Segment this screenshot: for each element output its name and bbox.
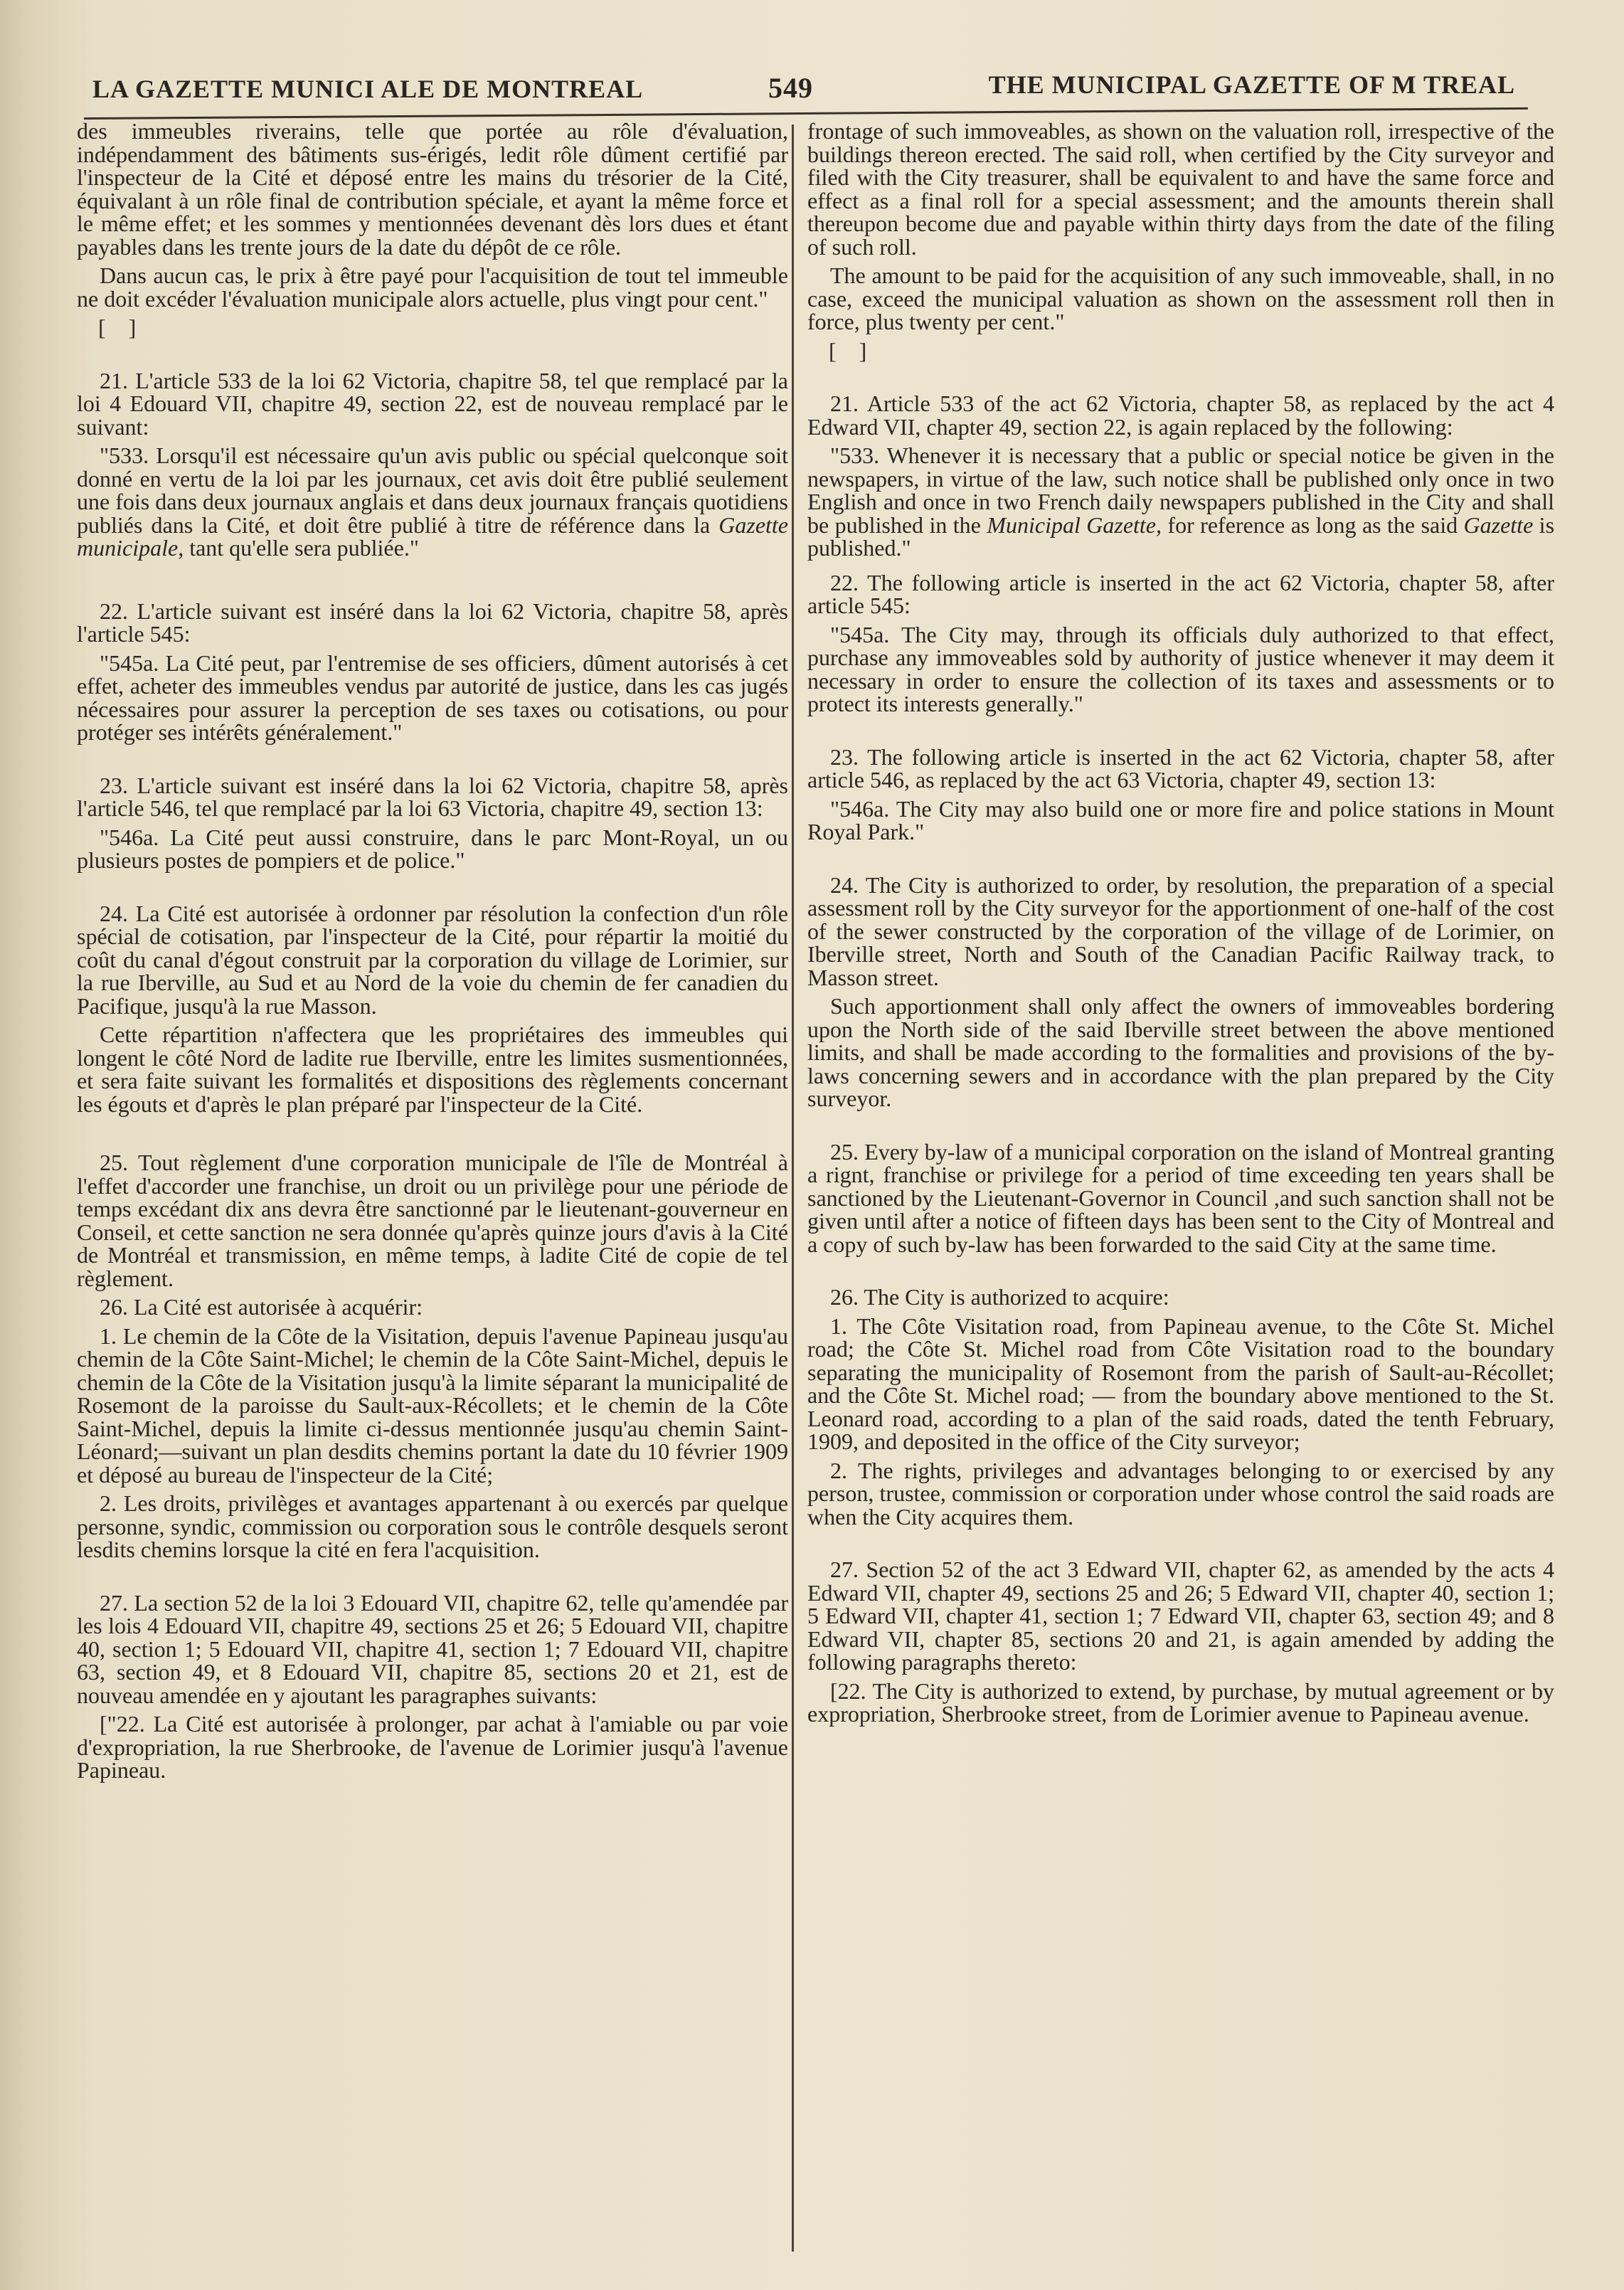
header-french-title: LA GAZETTE MUNICI ALE DE MONTREAL (92, 75, 644, 103)
en-article-24-para-2: Such apportionment shall only affect the owners of immoveables bordering upon the North side of the said Iberville street between the above mentioned limits, and shall be made according to the formalities and provisions of the by-laws concerning sewers and in accordance with the plan prepared by the City surveyor. (807, 993, 1554, 1111)
en-a21-text-2: for reference as long as the said (1162, 511, 1464, 538)
en-article-21: 21. Article 533 of the act 62 Victoria, chapter 58, as replaced by the act 4 Edward VII, chapter 49, section 22, is again replaced by the following: (807, 391, 1554, 440)
en-a21-municipal-gazette: Municipal Gazette, (987, 511, 1162, 538)
fr-article-27-quote: ["22. La Cité est autorisée à prolonger, par achat à l'amiable ou par voie d'expropriation, la rue Sherbrooke, de l'avenue de Lorimier jusqu'à l'avenue Papineau. (77, 1711, 788, 1783)
page-number: 549 (768, 72, 813, 104)
en-article-22: 22. The following article is inserted in the act 62 Victoria, chapter 58, after article 545: (807, 569, 1554, 618)
fr-article-22: 22. L'article suivant est inséré dans la loi 62 Victoria, chapitre 58, après l'article 545: (77, 598, 788, 647)
en-article-23: 23. The following article is inserted in the act 62 Victoria, chapter 58, after article 546, as replaced by the act 63 Victoria, chapter 49, section 13: (807, 743, 1554, 793)
header-english-title: THE MUNICIPAL GAZETTE OF M TREAL (988, 70, 1515, 99)
en-a21-text-1: "533. Whenever it is necessary that a public or special notice be given in the newspapers, in virtue of the law, such notice shall be published only once in two English and once in two French daily newspapers published in the City and shall be published in the (807, 442, 1554, 538)
fr-article-21: 21. L'article 533 de la loi 62 Victoria, chapitre 58, tel que remplacé par la loi 4 Edouard VII, chapitre 49, section 22, est de nouveau remplacé par le suivant: (77, 367, 788, 440)
en-article-22-quote: "545a. The City may, through its officials duly authorized to that effect, purchase any immoveables sold by authority of justice whenever it may deem it necessary in order to ensure the collection of its taxes and assessments or to protect its interests generally." (807, 621, 1554, 716)
fr-a21-gazette: Gazette municipale, (77, 511, 788, 561)
column-divider (792, 124, 794, 2252)
fr-article-23-quote: "546a. La Cité peut aussi construire, dans le parc Mont-Royal, un ou plusieurs postes de pompiers et de police." (77, 824, 788, 873)
english-column (807, 120, 1554, 1732)
en-article-24: 24. The City is authorized to order, by resolution, the preparation of a special assessment roll by the City surveyor for the apportionment of one-half of the cost of the sewer constructed by the corporation of the village of de Lorimier, on Iberville street, North and South of the Canadian Pacific Railway track, to Masson street. (807, 871, 1554, 990)
fr-article-27: 27. La section 52 de la loi 3 Edouard VII, chapitre 62, telle qu'amendée par les lois 4 Edouard VII, chapitre 49, sections 25 et 26; 5 Edouard VII, chapitre 40, section 1; 5 Edouard VII, chapitre 41, section 1; 7 Edouard VII, chapitre 63, section 49, et 8 Edouard VII, chapitre 85, sections 20 et 21, est de nouveau amendée en y ajoutant les paragraphes suivants: (77, 1589, 788, 1708)
fr-article-26-item-1: 1. Le chemin de la Côte de la Visitation, depuis l'avenue Papineau jusqu'au chemin de la Côte Saint-Michel; le chemin de la Côte Saint-Michel, depuis le chemin de la Côte de la Visitation jusqu'à la limite séparant la municipalité de Rosemont de la paroisse du Sault-aux-Récollets; et le chemin de la Côte Saint-Michel, depuis la limite ci-dessus mentionnée jusqu'au chemin Saint-Léonard;—suivant un plan desdits chemins portant la date du 10 février 1909 et déposé au bureau de l'inspecteur de la Cité; (77, 1322, 788, 1488)
fr-article-25: 25. Tout règlement d'une corporation municipale de l'île de Montréal à l'effet d'accorder une franchise, un droit ou un privilège pour une période de temps excédant dix ans devra être sanctionné par le lieutenant-gouverneur en Conseil, et cette sanction ne sera donnée qu'après quinze jours d'avis à la Cité de Montréal et transmission, en même temps, à ladite Cité de copie de tel règlement. (77, 1150, 788, 1291)
fr-article-24: 24. La Cité est autorisée à ordonner par résolution la confection d'un rôle spécial de cotisation, par l'inspecteur de la Cité, pour répartir la moitié du coût du canal d'égout construit par la corporation du village de Lorimier, sur la rue Iberville, au Sud et au Nord de la voie du chemin de fer canadien du Pacifique, jusqu'à la rue Masson. (77, 900, 788, 1019)
fr-article-22-quote: "545a. La Cité peut, par l'entremise de ses officiers, dûment autorisés à cet effet, acheter des immeubles vendus par autorité de justice, dans les cas jugés nécessaires pour assurer la perception de ses taxes ou cotisations, ou pour protéger ses intérêts généralement." (77, 650, 788, 745)
french-column (77, 120, 788, 1788)
en-article-27: 27. Section 52 of the act 3 Edward VII, chapter 62, as amended by the acts 4 Edward VII, chapter 49, sections 25 and 26; 5 Edward VII, chapter 40, section 1; 5 Edward VII, chapter 41, section 1; 7 Edward VII, chapter 63, section 49; and 8 Edward VII, chapter 85, sections 20 and 21, is again amended by adding the following paragraphs thereto: (807, 1557, 1554, 1675)
en-article-21-quote (807, 444, 1554, 560)
fr-article-23: 23. L'article suivant est inséré dans la loi 62 Victoria, chapitre 58, après l'article 546, tel que remplacé par la loi 63 Victoria, chapitre 49, section 13: (77, 772, 788, 821)
page-header (92, 65, 1515, 108)
fr-a21-text-1: "533. Lorsqu'il est nécessaire qu'un avis public ou spécial quelconque soit donné en vertu de la loi par les journaux, cet avis doit être publié seulement une fois dans deux journaux anglais et dans deux journaux français quotidiens publiés dans la Cité, et doit être publié à titre de référence dans la (77, 442, 788, 538)
fr-article-26-item-2: 2. Les droits, privilèges et avantages appartenant à ou exercés par quelque personne, syndic, commission ou corporation sous le contrôle desquels seront lesdits chemins lorsque la cité en fera l'acquisition. (77, 1490, 788, 1562)
fr-article-26: 26. La Cité est autorisée à acquérir: (100, 1294, 423, 1320)
en-intro-paragraph-2: The amount to be paid for the acquisition of any such immoveable, shall, in no case, exceed the municipal valuation as shown on the assessment roll then in force, plus twenty per cent." (807, 263, 1554, 334)
en-article-27-quote: [22. The City is authorized to extend, by purchase, by mutual agreement or by expropriation, Sherbrooke street, from de Lorimier avenue to Papineau avenue. (807, 1677, 1554, 1727)
fr-intro-paragraph-2: Dans aucun cas, le prix à être payé pour l'acquisition de tout tel immeuble ne doit excéder l'évaluation municipale alors actuelle, plus vingt pour cent." (77, 263, 788, 312)
en-bracket: [ ] (829, 337, 876, 364)
fr-bracket: [ ] (98, 314, 145, 340)
en-article-25: 25. Every by-law of a municipal corporation on the island of Montreal granting a rignt, franchise or privilege for a period of time exceeding ten years shall be sanctioned by the Lieutenant-Governor in Council ,and such sanction shall not be given until after a notice of fifteen days has been sent to the City of Montreal and a copy of such by-law has been forwarded to the said City at the same time. (807, 1138, 1554, 1257)
en-article-26-item-2: 2. The rights, privileges and advantages belonging to or exercised by any person, trustee, commission or corporation under whose control the said roads are when the City acquires them. (807, 1457, 1554, 1530)
en-article-26-item-1: 1. The Côte Visitation road, from Papineau avenue, to the Côte St. Michel road; the Côte St. Michel road from Côte Visitation road to the boundary separating the municipality of Rosemont from the parish of Sault-au-Récollet; and the Côte St. Michel road; — from the boundary above mentioned to the St. Leonard road, according to a plan of the said roads, dated the tenth February, 1909, and deposited in the office of the City surveyor; (807, 1313, 1554, 1454)
fr-article-24-para-2: Cette répartition n'affectera que les propriétaires des immeubles qui longent le côté Nord de ladite rue Iberville, entre les limites susmentionnées, et sera faite suivant les formalités et dispositions des règlements concernant les égouts et d'après le plan préparé par l'inspecteur de la Cité. (77, 1022, 788, 1117)
fr-a21-text-2: tant qu'elle sera publiée." (184, 535, 419, 561)
en-article-26: 26. The City is authorized to acquire: (830, 1284, 1169, 1310)
en-article-23-quote: "546a. The City may also build one or more fire and police stations in Mount Royal Park." (807, 795, 1554, 844)
en-a21-gazette: Gazette (1463, 511, 1534, 538)
fr-intro-paragraph: des immeubles riverains, telle que portée au rôle d'évaluation, indépendamment des bâtiments sus-érigés, ledit rôle dûment certifié par l'inspecteur de la Cité et déposé entre les mains du trésorier de la Cité, équivalant à un rôle final de contribution spéciale, et ayant la même force et le même effet; et les sommes y mentionnées devenant dès lors dues et étant payables dans les trente jours de la date du dépôt de ce rôle. (77, 118, 788, 260)
fr-article-21-quote (77, 444, 788, 560)
en-intro-paragraph: frontage of such immoveables, as shown on the valuation roll, irrespective of the buildings thereon erected. The said roll, when certified by the City surveyor and filed with the City treasurer, shall be equivalent to and have the same force and effect as a final roll for a special assessment; and the amounts therein shall thereupon become due and payable within thirty days from the date of the filing of such roll. (807, 118, 1554, 260)
en-a21-text-3: is published." (807, 511, 1555, 561)
